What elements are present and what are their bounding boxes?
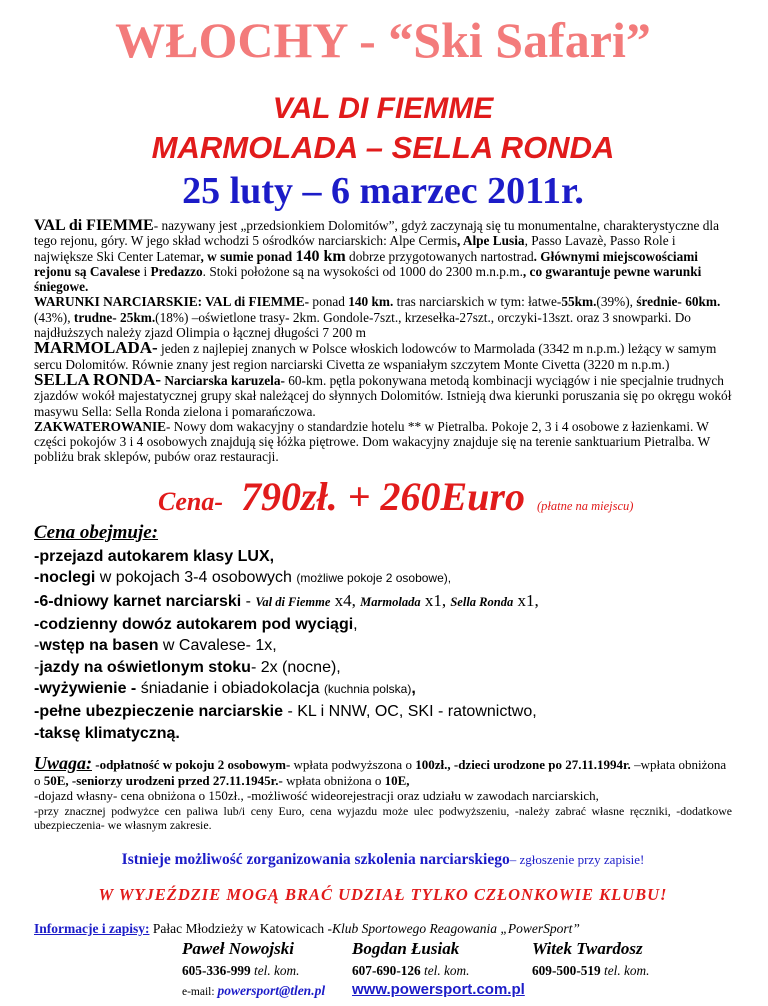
item-text: - 2x (nocne), (250, 658, 341, 676)
val-di-fiemme-paragraph (34, 218, 732, 294)
list-item (34, 657, 732, 679)
contact-name: Witek Twardosz (532, 938, 643, 958)
phone-suffix: tel. kom. (420, 962, 470, 978)
item-text: x1, (513, 590, 539, 610)
item-text: , (353, 615, 358, 633)
email-link[interactable]: powersport@tlen.pl (217, 982, 326, 998)
contacts-grid (182, 939, 732, 999)
item-text: - (34, 637, 40, 655)
item-text: -codzienny dowóz autokarem pod wyciągi (34, 615, 354, 633)
paragraph-text: jeden z najlepiej znanych w Polsce włoskich lodowców to Marmolada (3342 m n.p.m.) leżący w samym sercu Dolomitów. Równie znany jest region narciarski Civetta ze wspaniałym szczytem Monte Civetta (3220 m n.p.m.) (34, 341, 717, 372)
training-note (34, 851, 732, 869)
item-text: - (241, 592, 256, 610)
paragraph-text: Narciarska karuzela- (161, 372, 285, 388)
info-link[interactable]: Informacje i zapisy: (34, 920, 150, 936)
easy-km: 55km. (561, 294, 597, 310)
town-name: Predazzo (150, 263, 203, 279)
phone-suffix: tel. kom. (600, 962, 650, 978)
contact-name: Bogdan Łusiak (352, 938, 460, 958)
flyer-page (0, 12, 768, 1006)
list-item (34, 567, 732, 590)
paragraph-text: tras narciarskich w tym: łatwe- (393, 294, 562, 310)
phone-number: 605-336-999 (182, 962, 251, 978)
note-text: wpłata obniżona o (282, 772, 385, 788)
note-text: -odpłatność w pokoju 2 osobowym- (92, 757, 291, 773)
km-value: 140 km. (348, 294, 394, 310)
includes-heading: Cena obejmuje: (34, 521, 159, 543)
resort-name: Sella Ronda (450, 594, 514, 609)
conditions-heading: WARUNKI NARCIARSKIE: VAL di FIEMME- (34, 294, 310, 310)
paragraph-text: dobrze przygotowanych nartostrad (345, 248, 534, 264)
price-value: 790zł. + 260Euro (241, 473, 525, 519)
val-di-fiemme-heading: VAL di FIEMME (34, 217, 154, 234)
resort-name: Val di Fiemme (255, 594, 331, 609)
trip-dates: 25 luty – 6 marzec 2011r. (182, 170, 584, 212)
phone-number: 607-690-126 (352, 962, 421, 978)
accommodation-paragraph (34, 419, 732, 465)
list-item (34, 701, 732, 723)
list-item (34, 590, 732, 614)
km-value: 140 km (295, 247, 346, 265)
item-text: -taksę klimatyczną. (34, 724, 180, 742)
includes-list (34, 546, 732, 744)
item-text: w pokojach 3-4 osobowych (95, 569, 297, 587)
subtitle-val-di-fiemme: VAL DI FIEMME (272, 92, 494, 125)
item-text: (kuchnia polska) (323, 682, 412, 697)
training-text: Istnieje możliwość zorganizowania szkolenia narciarskiego (121, 850, 510, 868)
notes-main (34, 753, 732, 788)
info-line (34, 921, 732, 937)
paragraph-text: , co gwarantuje pewne warunki śniegowe. (34, 263, 702, 295)
paragraph-text: . Głównymi miejscowościami rejonu są (34, 248, 698, 279)
paragraph-text: , Passo Lavazè, Passo Role i największe Ski Center Latemar (34, 233, 676, 264)
members-only-note: W WYJEŹDZIE MOGĄ BRAĆ UDZIAŁ TYLKO CZŁONKOWIE KLUBU! (98, 884, 668, 904)
list-item (34, 678, 732, 701)
note-text: –wpłata obniżona o (34, 757, 727, 788)
paragraph-text: - Nowy dom wakacyjny o standardzie hotelu ** w Pietralba. Pokoje 2, 3 i 4 osobowe z łazienkami. W części pokojów 3 i 4 osobowych znajdują się łóżka piętrowe. Dom wakacyjny znajduje się na terenie sanktuarium Pietralba. W pobliżu brak sklepów, pubów oraz restauracji. (34, 418, 710, 465)
town-name: Cavalese (89, 263, 141, 279)
item-text: x4, (330, 590, 361, 610)
notes-block (34, 753, 732, 833)
training-text: – zgłoszenie przy zapisie! (509, 851, 645, 867)
conditions-paragraph (34, 294, 732, 340)
contact-phone (532, 963, 722, 979)
contact-name: Paweł Nowojski (182, 938, 294, 958)
note-text: 100zł., (415, 757, 451, 773)
contact-card (182, 939, 352, 999)
item-text: -wyżywienie - (34, 680, 137, 698)
item-text: , (411, 680, 416, 698)
item-text: - (34, 658, 40, 676)
note-line: -dojazd własny- cena obniżona o 150zł., -możliwość wideorejestracji oraz udziału w zawodach narciarskich, (34, 788, 599, 804)
accommodation-heading: ZAKWATEROWANIE (34, 418, 167, 434)
item-text: wstęp na basen (39, 637, 159, 655)
price-line (158, 473, 732, 520)
list-item (34, 614, 732, 636)
email-label: e-mail: (182, 985, 218, 998)
item-text: x1, (420, 590, 451, 610)
sella-ronda-heading: SELLA RONDA- (34, 369, 162, 389)
marmolada-heading: MARMOLADA- (34, 338, 158, 358)
paragraph-text: (39%), (596, 294, 637, 310)
price-note: (płatne na miejscu) (536, 498, 634, 513)
notes-label: Uwaga: (34, 753, 92, 774)
contact-phone (352, 963, 532, 979)
item-text: (możliwe pokoje 2 osobowe), (296, 571, 452, 586)
contact-card (352, 939, 532, 999)
paragraph-text: i (140, 263, 151, 279)
item-text: -noclegi (34, 569, 96, 587)
sella-ronda-paragraph (34, 369, 732, 419)
paragraph-text: ponad (309, 294, 349, 310)
contact-phone (182, 963, 352, 979)
paragraph-text: , w sumie ponad (200, 248, 296, 264)
paragraph-text: , Alpe Lusia (456, 233, 525, 249)
item-text: jazdy na oświetlonym stoku (39, 658, 251, 676)
price-label: Cena- (158, 486, 223, 516)
phone-number: 609-500-519 (532, 962, 601, 978)
medium-km: średnie- 60km. (636, 294, 721, 310)
hard-km: trudne- 25km. (73, 309, 156, 325)
page-title: WŁOCHY - “Ski Safari” (115, 12, 651, 68)
note-text: -dzieci urodzone po 27.11.1994r. (450, 757, 631, 773)
list-item (34, 635, 732, 657)
paragraph-text: . Stoki położone są na wysokości od 1000 do 2300 m.n.p.m. (202, 263, 523, 279)
item-text: -pełne ubezpieczenie narciarskie (34, 702, 283, 720)
item-text: w Cavalese- 1x, (158, 637, 277, 655)
subtitle-marmolada-sella-ronda: MARMOLADA – SELLA RONDA (151, 130, 615, 165)
website-link[interactable]: www.powersport.com.pl (352, 980, 525, 998)
email-line (182, 983, 352, 999)
list-item (34, 546, 732, 568)
item-text: - KL i NNW, OC, SKI - ratownictwo, (283, 702, 537, 720)
item-text: -przejazd autokarem klasy LUX, (34, 547, 275, 565)
club-name: Klub Sportowego Reagowania „PowerSport” (332, 920, 580, 936)
item-text: śniadanie i obiadokolacja (136, 680, 324, 698)
note-text: 50E, (43, 772, 69, 788)
paragraph-text: (43%), (34, 309, 74, 325)
resort-name: Marmolada (360, 594, 421, 609)
paragraph-text: (18%) –oświetlone trasy- 2km. Gondole-7szt., krzesełka-27szt., orczyki-13szt. oraz 3 snowparki. Do najdłuższych należy zjazd Olimpia o łącznej długości 7 200 m (34, 309, 691, 341)
contact-card (532, 939, 722, 999)
item-text: -6-dniowy karnet narciarski (34, 592, 242, 610)
note-line: -przy znacznej podwyżce cen paliwa lub/i ceny Euro, cena wyjazdu może ulec podwyższeniu, -należy zabrać własne ręczniki, -dodatkowe ubezpieczenia- we własnym zakresie. (34, 803, 732, 833)
paragraph-text: 60-km. pętla pokonywana metodą kombinacji wyciągów i nie specjalnie trudnych zjazdów wokół majestatycznej grupy skał należącej do słynnych Dolomitów. Istnieją dwa kierunki poruszania się po okręgu wokół masywu Sella: Sella Ronda zielona i pomarańczowa. (34, 372, 732, 419)
phone-suffix: tel. kom. (250, 962, 300, 978)
note-text: wpłata podwyższona o (290, 757, 416, 773)
description-block (34, 218, 732, 465)
list-item (34, 723, 732, 745)
note-text: -seniorzy urodzeni przed 27.11.1945r.- (68, 772, 283, 788)
marmolada-paragraph (34, 340, 732, 372)
paragraph-text: - nazywany jest „przedsionkiem Dolomitów”, gdyż zaczynają się tu monumentalne, charakterystyczne dla tego rejonu, góry. W jego skład wchodzi 5 ośrodków narciarskich: Alpe Cermis (34, 218, 720, 249)
note-text: 10E, (384, 772, 410, 788)
info-text: Pałac Młodzieży w Katowicach - (149, 920, 333, 936)
